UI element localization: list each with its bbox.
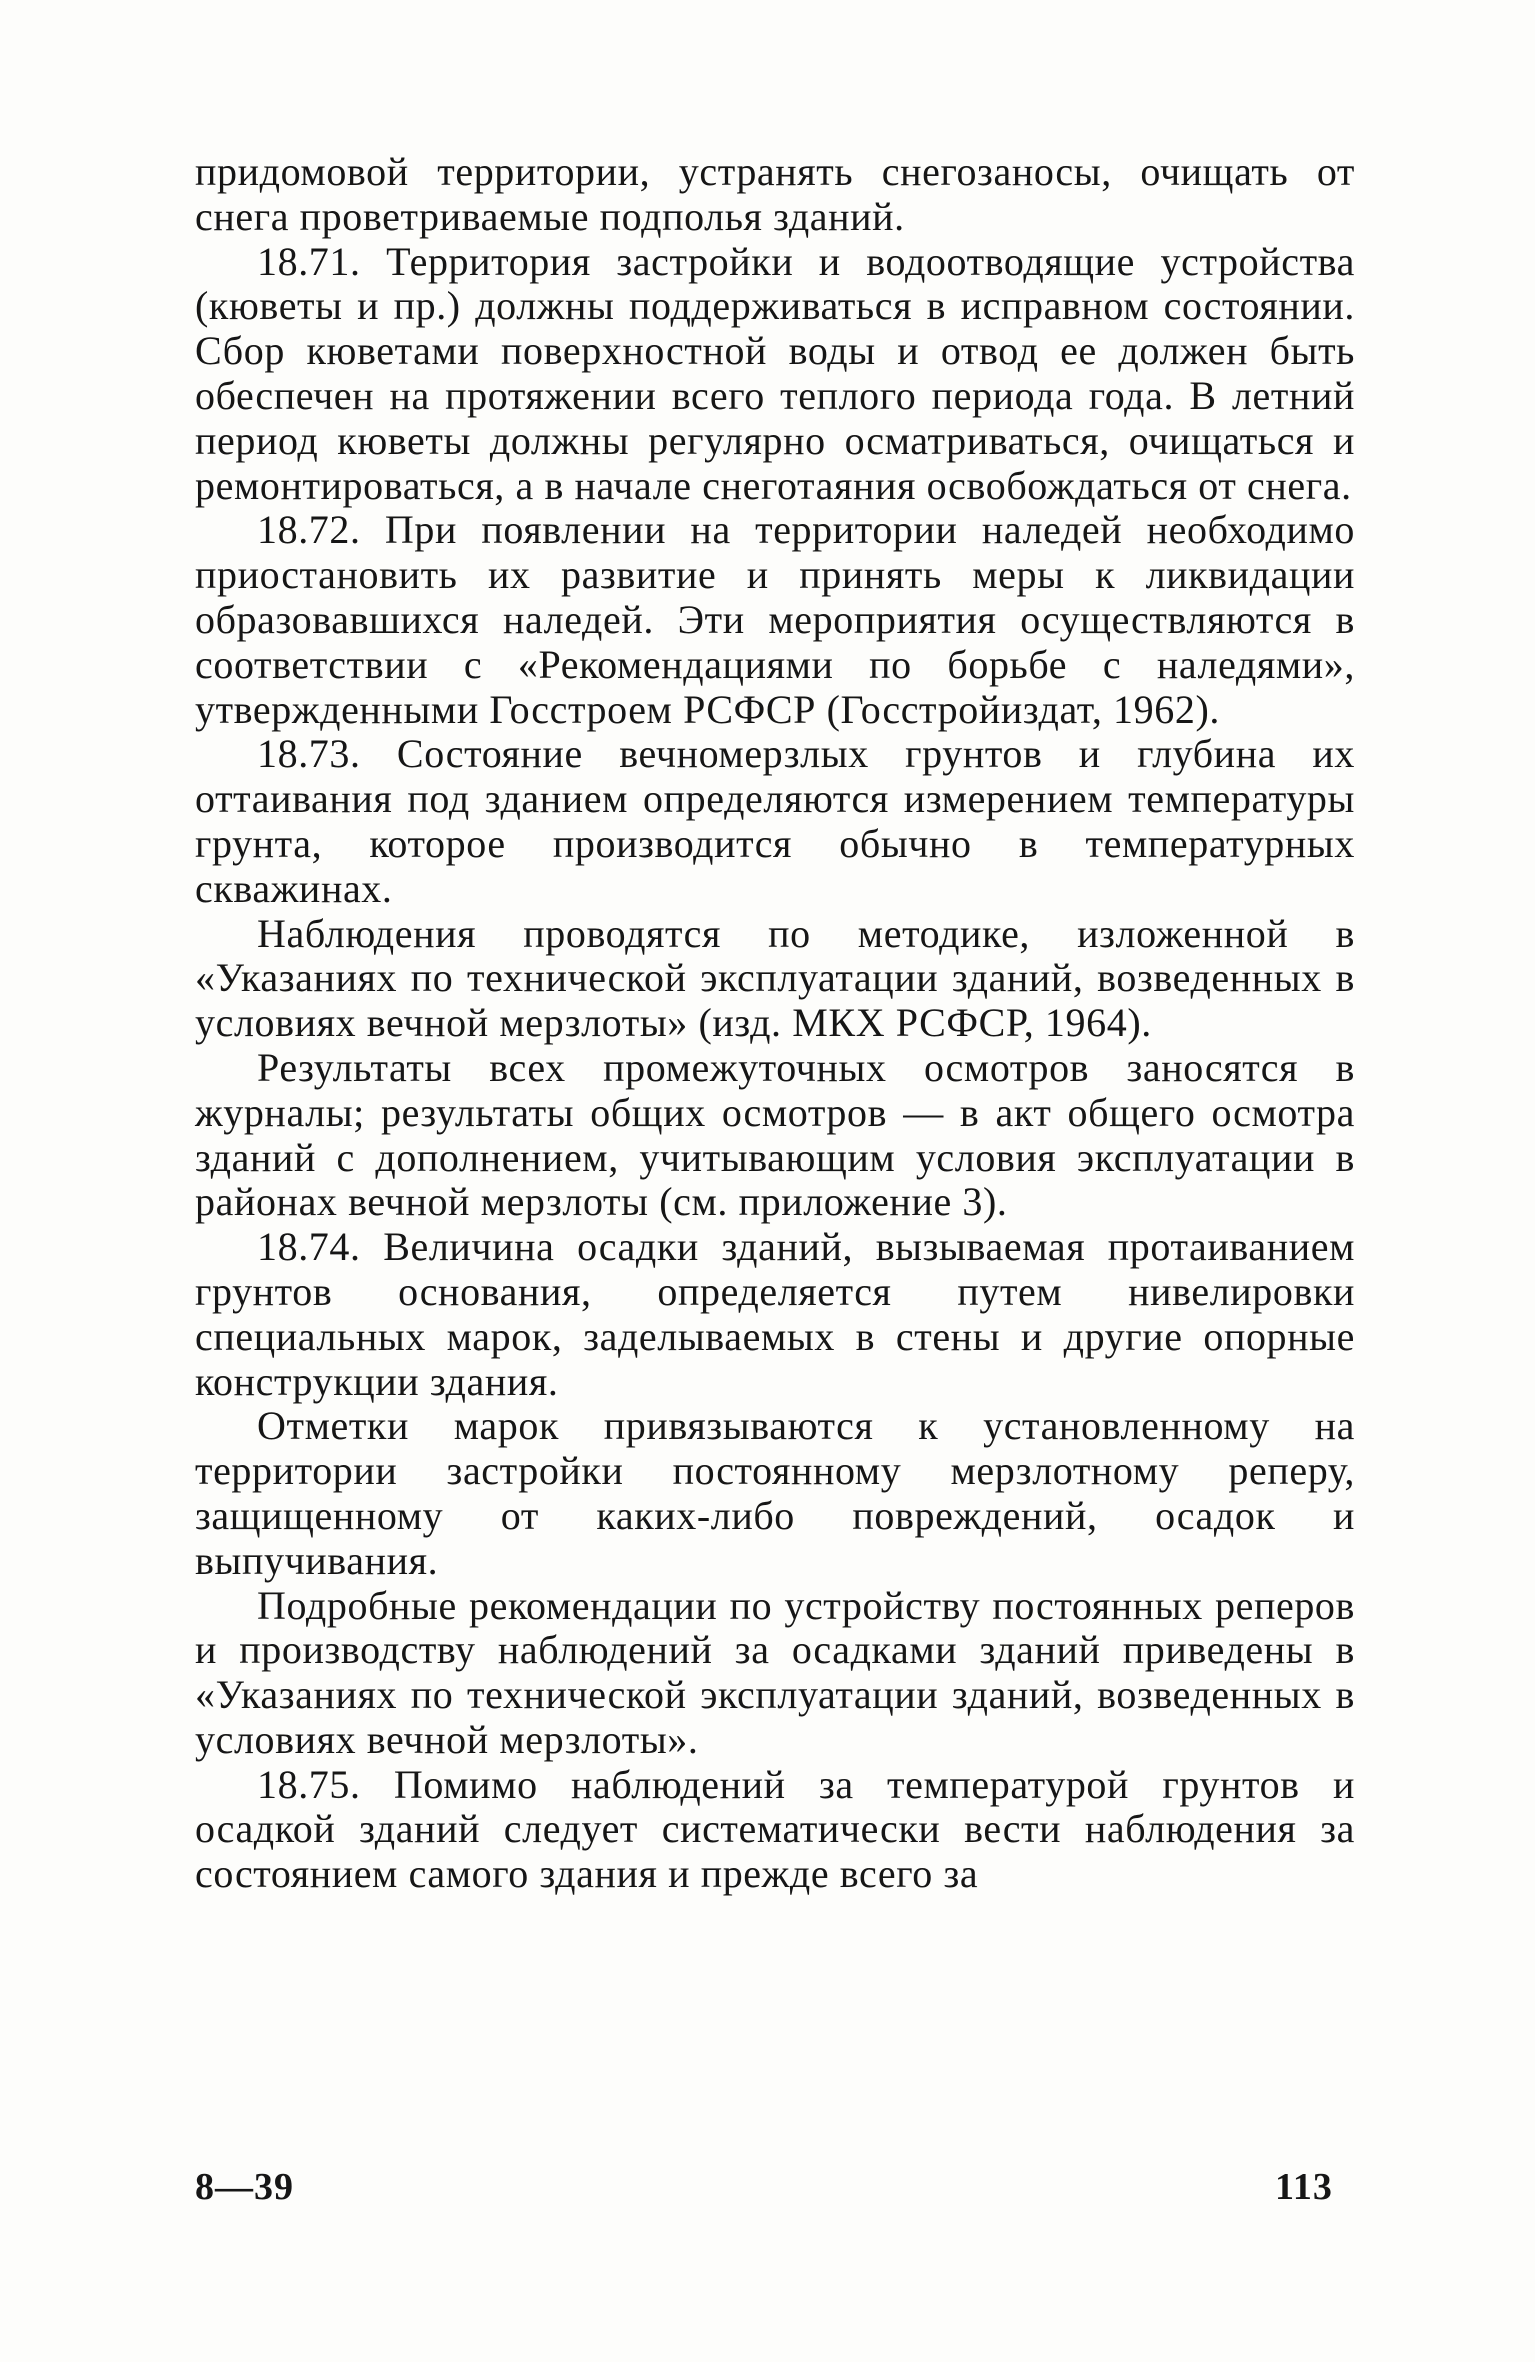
paragraph-18-74: 18.74. Величина осадки зданий, вызываемая протаиванием грунтов основания, определяется путем нивелировки специальных марок, заделываемых в стены и другие опорные конструкции здания. <box>195 1224 1355 1404</box>
paragraph-benchmarks: Отметки марок привязываются к установленному на территории застройки постоянному мерзлотному реперу, защищенному от каких-либо повреждений, осадок и выпучивания. <box>195 1403 1355 1583</box>
body-text <box>195 150 1355 1897</box>
paragraph-observations: Наблюдения проводятся по методике, изложенной в «Указаниях по технической эксплуатации зданий, возведенных в условиях вечной мерзлоты» (изд. МКХ РСФСР, 1964). <box>195 910 1355 1046</box>
paragraph-recommendations: Подробные рекомендации по устройству постоянных реперов и производству наблюдений за осадками зданий приведены в «Указаниях по технической эксплуатации зданий, возведенных в условиях вечной мерзлоты». <box>195 1582 1355 1762</box>
paragraph-continued: придомовой территории, устранять снегозаносы, очищать от снега проветриваемые подполья зданий. <box>195 149 1355 239</box>
paragraph-18-73: 18.73. Состояние вечномерзлых грунтов и глубина их оттаивания под зданием определяются измерением температуры грунта, которое производится обычно в температурных скважинах. <box>195 731 1355 911</box>
paragraph-inspection-results: Результаты всех промежуточных осмотров заносятся в журналы; результаты общих осмотров — в акт общего осмотра зданий с дополнением, учитывающим условия эксплуатации в районах вечной мерзлоты (см. приложение 3). <box>195 1044 1355 1225</box>
paragraph-18-71: 18.71. Территория застройки и водоотводящие устройства (кюветы и пр.) должны поддерживаться в исправном состоянии. Сбор кюветами поверхностной воды и отвод ее должен быть обеспечен на протяжении всего теплого периода года. В летний период кюветы должны регулярно осматриваться, очищаться и ремонтироваться, а в начале снеготаяния освобождаться от снега. <box>195 238 1355 508</box>
paragraph-18-75: 18.75. Помимо наблюдений за температурой грунтов и осадкой зданий следует систематически вести наблюдения за состоянием самого здания и прежде всего за <box>195 1761 1355 1897</box>
page-number: 113 <box>1275 2166 1333 2208</box>
printer-signature: 8—39 <box>195 2166 294 2208</box>
paragraph-18-72: 18.72. При появлении на территории наледей необходимо приостановить их развитие и принять меры к ликвидации образовавшихся наледей. Эти мероприятия осуществляются в соответствии с «Рекомендациями по борьбе с наледями», утвержденными Госстроем РСФСР (Госстройиздат, 1962). <box>195 507 1355 732</box>
